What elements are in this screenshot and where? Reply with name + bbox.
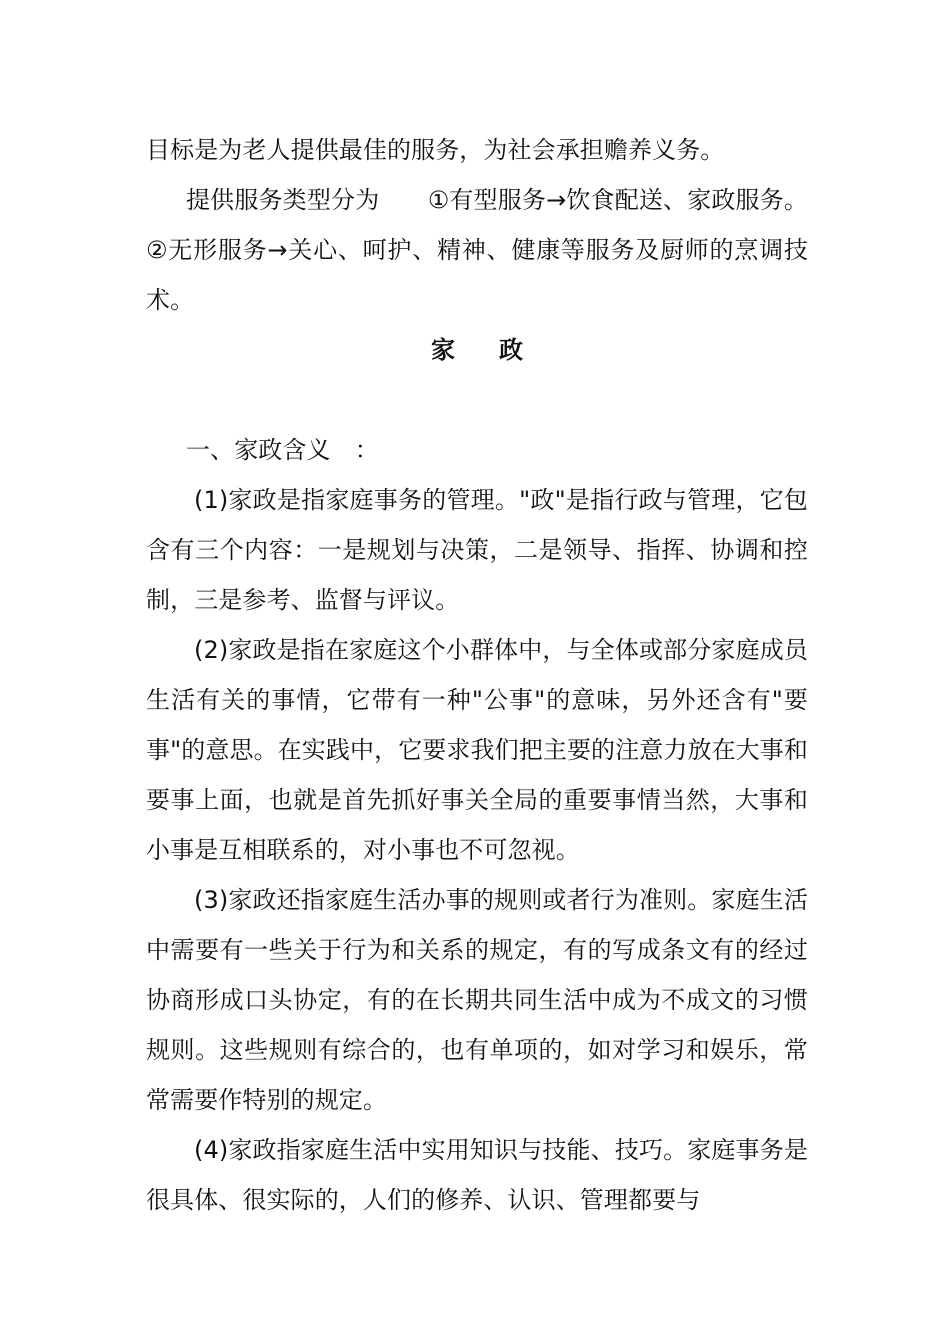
paragraph-service-types: 提供服务类型分为 ①有型服务→饮食配送、家政服务。②无形服务→关心、呵护、精神、健康等服务及厨师的烹调技术。 <box>146 186 808 314</box>
section-title: 家 政 <box>431 336 533 364</box>
definition-item-1: (1)家政是指家庭事务的管理。"政"是指行政与管理，它包含有三个内容：一是规划与决策，二是领导、指挥、协调和控制，三是参考、监督与评议。 <box>146 486 808 614</box>
paragraph-elderly-service-goal: 目标是为老人提供最佳的服务，为社会承担赡养义务。 <box>146 136 725 164</box>
document-body <box>146 125 808 1225</box>
definition-item-2: (2)家政是指在家庭这个小群体中，与全体或部分家庭成员生活有关的事情，它带有一种"公事"的意味，另外还含有"要事"的意思。在实践中，它要求我们把主要的注意力放在大事和要事上面，也就是首先抓好事关全局的重要事情当然，大事和小事是互相联系的，对小事也不可忽视。 <box>146 636 808 864</box>
definition-item-3: (3)家政还指家庭生活办事的规则或者行为准则。家庭生活中需要有一些关于行为和关系的规定，有的写成条文有的经过协商形成口头协定，有的在长期共同生活中成为不成文的习惯规则。这些规则有综合的，也有单项的，如对学习和娱乐，常常需要作特别的规定。 <box>146 886 808 1114</box>
definition-item-4: (4)家政指家庭生活中实用知识与技能、技巧。家庭事务是很具体、很实际的，人们的修养、认识、管理都要与 <box>146 1136 808 1214</box>
section-heading-definition: 一、家政含义 ： <box>186 436 379 464</box>
